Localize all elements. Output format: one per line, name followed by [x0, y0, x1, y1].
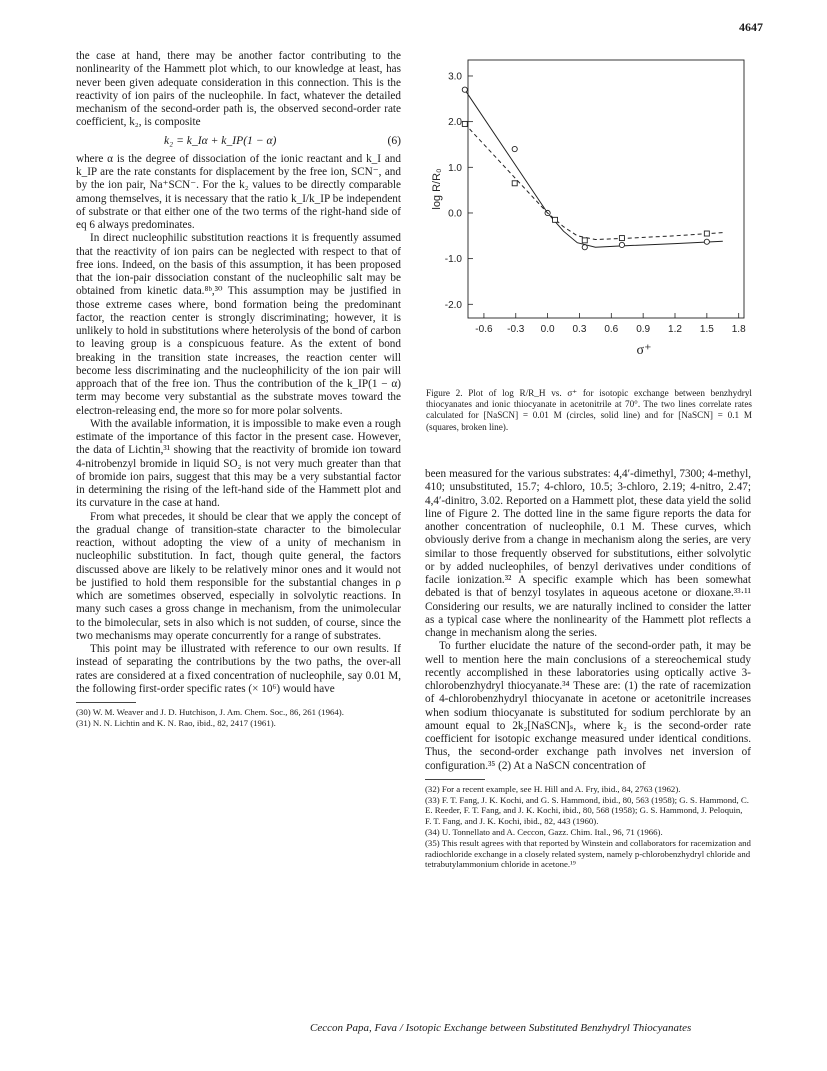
footnote: (33) F. T. Fang, J. K. Kochi, and G. S. Hammond, ibid., 80, 563 (1958); G. S. Hammond, C. E. Reeder, F. T. Fang, and J. K. Kochi, ibid., 80, 568 (1958); G. S. Hammond, J. Peloquin, F. T. Fang, and J. K. Kochi, ibid., 82, 443 (1960).	[425, 794, 749, 827]
paragraph: This point may be illustrated with reference to our own results. If instead of separating the contributions by the two paths, the over-all rates are considered at a fixed concentration of nucleophile, say 0.01 M, the following first-order specific rates (× 10⁶) would have	[76, 643, 401, 695]
page-number: 4647	[739, 20, 763, 34]
data-point-circle	[462, 87, 467, 92]
equation-6	[76, 134, 401, 147]
x-axis-label: σ⁺	[636, 343, 652, 358]
left-column	[76, 50, 401, 729]
paragraph: To further elucidate the nature of the second-order path, it may be well to mention here the main conclusions of a stereochemical study recently accomplished in these laboratories using optically active 3-chlorobenzhydryl thiocyanate.³⁴ These are: (1) the rate of racemization of 4-chlorobenzhydryl thiocyanate in acetone or acetonitrile increases when sodium thiocyanate is substituted for sodium perchlorate by an amount equal to 2k₂[NaSCN]ₛ, where k₂ is the second-order rate coefficient for isotopic exchange measured under identical conditions. Thus, the second-order exchange path involves net inversion of configuration.³⁵ (2) At a NaSCN concentration of	[425, 640, 751, 772]
x-tick-label: 0.3	[572, 324, 587, 335]
y-tick-label: 2.0	[448, 117, 462, 129]
footnotes-right	[425, 784, 751, 870]
x-tick-label: 0.0	[540, 324, 555, 335]
paragraph: the case at hand, there may be another factor contributing to the nonlinearity of the Hammett plot which, to our knowledge at least, has never been given adequate consideration in this connection. This is the reactivity of ion pairs of the nucleophile. In fact, whatever the detailed mechanism of the second-order path is, the observed second-order rate coefficient, k₂, is composite	[76, 50, 401, 129]
x-tick-label: 1.2	[668, 324, 682, 335]
footnote-rule	[76, 702, 136, 703]
footnote: (34) U. Tonnellato and A. Ceccon, Gazz. Chim. Ital., 96, 71 (1966).	[425, 826, 663, 837]
paragraph: From what precedes, it should be clear that we apply the concept of the gradual change of transition-state character to the bimolecular reaction, without adopting the view of a unity of mechanism in nucleophilic substitution. In fact, though quite general, the factors discussed above are likely to be relatively minor ones and it would not be justified to hold them responsible for the substantial changes in ρ which are sometimes observed, especially in solvolytic reactions. In many such cases a gross change in mechanism, from the unimolecular to the bimolecular, sets in also which is not sudden, of course, since the two mechanisms may operate concurrently for a range of substrates.	[76, 510, 401, 642]
x-tick-label: 0.9	[636, 324, 651, 335]
footnote: (31) N. N. Lichtin and K. N. Rao, ibid., 82, 2417 (1961).	[76, 717, 276, 728]
y-tick-label: -2.0	[444, 299, 462, 311]
footnotes-left	[76, 707, 401, 729]
equation-number: (6)	[387, 133, 401, 147]
plot-frame	[468, 60, 744, 318]
y-tick-label: 0.0	[448, 208, 462, 220]
y-axis-label: log R/R₀	[431, 168, 443, 210]
series-line-2	[465, 124, 723, 240]
paragraph: been measured for the various substrates: 4,4′-dimethyl, 7300; 4-methyl, 410; unsubstituted, 15.7; 4-chloro, 10.5; 3-chloro, 2.19; 4-nitro, 2.47; 4,4′-dinitro, 3.02. Reported on a Hammett plot, these data yield the solid line of Figure 2. The dotted line in the same figure reports the data for another concentration of nucleophile, 0.1 M. These curves, which obviously derive from a change in mechanism along the series, are very similar to those frequently observed for substitutions, either solvolytic or by added nucleophiles, of benzyl derivatives under conditions of facile ionization.³² A specific example which has been somewhat debated is that of benzyl tosylates in aqueous acetone or dioxane.³³·¹¹ Considering our results, we are naturally inclined to consider the latter as a typical case where the nonlinearity of the Hammett plot reflects a change in mechanism along the series.	[425, 468, 751, 639]
y-tick-label: 1.0	[448, 162, 462, 174]
x-tick-label: 1.5	[699, 324, 714, 335]
data-point-square	[553, 217, 558, 222]
figure-caption: Figure 2. Plot of log R/R_H vs. σ⁺ for isotopic exchange between benzhydryl thiocyanates and ionic thiocyanate in acetonitrile at 70°. The two lines correlate rates calculated for [NaSCN] = 0.01 M (circles, solid line) and for [NaSCN] = 0.1 M (squares, broken line).	[426, 388, 752, 432]
data-point-square	[704, 231, 709, 236]
footnote: (32) For a recent example, see H. Hill and A. Fry, ibid., 84, 2763 (1962).	[425, 783, 681, 794]
data-point-square	[619, 236, 624, 241]
paragraph: In direct nucleophilic substitution reactions it is frequently assumed that the reactivity of ion pairs can be neglected with respect to that of free ions. Indeed, on the basis of this assumption, it has been proposed that the ion-pair dissociation constant of the nucleophilic salt may be obtained from kinetic data.⁸ᵇ,³⁰ This assumption may be justified in those extreme cases where, bond formation being the predominant factor, the reaction center is strongly discriminating; however, it is unlikely to hold in substitutions where heterolysis of the bond of carbon to leaving group is a conspicuous feature. As the extent of bond breaking in the transition state increases, the reaction center will become less discriminating and the nucleophilicity of the ion pair will approach that of the free ion. Thus the contribution of the k_IP(1 − α) term may become very substantial as the substrate moves toward the electron-releasing end, the more so for more polar solvents.	[76, 232, 401, 417]
paragraph: With the available information, it is impossible to make even a rough estimate of the importance of this factor in the present case. However, the data of Lichtin,³¹ showing that the reactivity of bromide ion toward 4-nitrobenzyl bromide in liquid SO₂ is not very much greater than that of bromide ion pairs, suggest that this may be a very substantial factor in determining the rising of the left-hand side of the Hammett plot and its curvature in the case at hand.	[76, 417, 401, 510]
data-point-square	[512, 181, 517, 186]
data-point-circle	[619, 242, 624, 247]
data-point-circle	[512, 146, 517, 151]
data-point-square	[582, 238, 587, 243]
equation-text: k₂ = k_Iα + k_IP(1 − α)	[164, 133, 277, 147]
hammett-plot	[426, 48, 752, 384]
footnote-rule	[425, 779, 485, 780]
data-point-circle	[704, 239, 709, 244]
data-point-square	[462, 121, 467, 126]
x-tick-label: 1.8	[731, 324, 746, 335]
x-tick-label: -0.6	[475, 324, 493, 335]
x-tick-label: 0.6	[604, 324, 619, 335]
y-tick-label: -1.0	[444, 254, 462, 266]
footnote: (30) W. M. Weaver and J. D. Hutchison, J. Am. Chem. Soc., 86, 261 (1964).	[76, 707, 344, 717]
running-footer: Ceccon Papa, Fava / Isotopic Exchange between Substituted Benzhydryl Thiocyanates	[310, 1022, 692, 1034]
y-tick-label: 3.0	[448, 71, 462, 83]
series-line-1	[465, 90, 723, 248]
data-point-circle	[582, 245, 587, 250]
x-tick-label: -0.3	[507, 324, 525, 335]
paragraph: where α is the degree of dissociation of the ionic reactant and k_I and k_IP are the rate constants for displacement by the free ion, SCN⁻, and by the ion pair, Na⁺SCN⁻. For the k₂ values to be directly comparable among themselves, it is necessary that the ratio k_I/k_IP be independent of substrate or that either one of the two terms of the right-hand side of eq 6 always predominates.	[76, 152, 401, 231]
right-column	[425, 468, 751, 870]
footnote: (35) This result agrees with that reported by Winstein and collaborators for racemization and radiochloride exchange in a closely related system, namely p-chlorobenzhydryl chloride and tetrabutylammonium chloride in acetone.¹⁹	[425, 837, 751, 870]
figure-2	[426, 48, 752, 384]
